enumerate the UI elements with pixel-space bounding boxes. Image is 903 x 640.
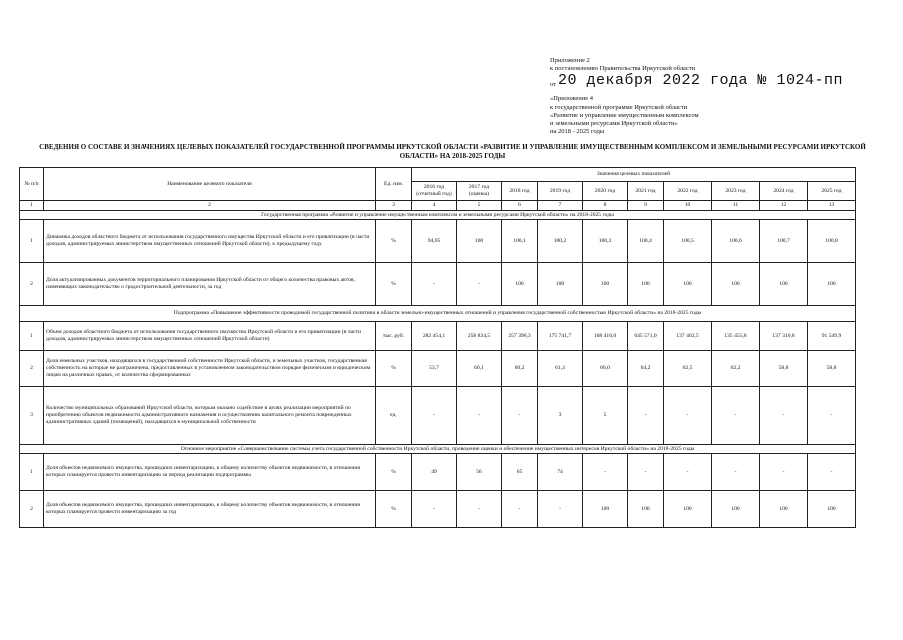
indicator-value: 61,3 [538, 351, 583, 387]
indicator-value: - [760, 387, 808, 445]
indicator-value: 56 [457, 454, 502, 491]
resolution-date-number: 20 декабря 2022 года № 1024-пп [558, 72, 844, 90]
table-row [20, 351, 856, 387]
header-year: 2020 год [583, 182, 628, 201]
column-number: 9 [628, 201, 664, 211]
indicator-name: Доля земельных участков, находящихся в государственной собственности Иркутской области, и земельных участков, государственная собственность на которые не разграничена, предоставленных в установленном законодательством порядке физическим и юридическим лицам на различных правах, от количества сформированных [44, 351, 376, 387]
indicator-value: 100 [664, 263, 712, 306]
column-number: 4 [412, 201, 457, 211]
indicator-value: 64,2 [628, 351, 664, 387]
indicator-value: 100,2 [538, 220, 583, 263]
date-prefix: от [550, 81, 557, 89]
indicator-value: 100,5 [664, 220, 712, 263]
indicator-value: 74 [538, 454, 583, 491]
header-year: 2016 год (отчетный год) [412, 182, 457, 201]
indicator-value: - [502, 387, 538, 445]
indicator-value: 100,3 [583, 220, 628, 263]
appendix-quote-line: и земельными ресурсами Иркутской области» [550, 120, 678, 128]
table-row [20, 491, 856, 528]
indicator-value: 94,05 [412, 220, 457, 263]
indicator-value: - [712, 387, 760, 445]
indicator-value: 60,2 [502, 351, 538, 387]
appendix-quote-line: «Приложение 4 [550, 95, 594, 103]
indicator-value: 100 [808, 491, 856, 528]
section-row [20, 306, 856, 322]
indicator-value: 100 [538, 263, 583, 306]
indicator-value: 49 [412, 454, 457, 491]
header-year: 2019 год [538, 182, 583, 201]
indicator-value: 62,5 [664, 351, 712, 387]
indicator-unit: % [376, 351, 412, 387]
indicator-value: 100 [457, 220, 502, 263]
indicator-value: 100 [628, 263, 664, 306]
indicator-unit: ед. [376, 387, 412, 445]
indicator-value: - [502, 491, 538, 528]
indicator-value: 53,7 [412, 351, 457, 387]
appendix-quote-line: на 2018 - 2025 годы [550, 128, 605, 136]
indicator-unit: тыс. руб. [376, 322, 412, 351]
header-name: Наименование целевого показателя [44, 168, 376, 201]
indicator-name: Динамика доходов областного бюджета от использования государственного имущества Иркутской области и его приватизации (в части доходов, администрируемых министерством имущественных отношений Иркутской области), к предыдущему году [44, 220, 376, 263]
indicator-value: 100 [712, 491, 760, 528]
indicator-value: 100,7 [760, 220, 808, 263]
indicator-value: 65 [502, 454, 538, 491]
indicator-value: 168 416,0 [583, 322, 628, 351]
indicator-unit: % [376, 491, 412, 528]
column-number: 10 [664, 201, 712, 211]
indicator-value: 100,1 [502, 220, 538, 263]
indicator-value: 5 [583, 387, 628, 445]
indicators-table [19, 167, 856, 528]
appendix-line: Приложение 2 [550, 57, 590, 64]
indicator-value: 91 549,9 [808, 322, 856, 351]
header-year: 2024 год [760, 182, 808, 201]
indicator-value: 100 [760, 263, 808, 306]
section-title: Основное мероприятие «Совершенствование системы учета государственной собственности Иркутской области, проведение оценки и обеспечение имущественных интересов Иркутской области» на 2018-2025 годы [20, 445, 856, 454]
row-number: 2 [20, 263, 44, 306]
indicator-value: 100 [628, 491, 664, 528]
column-number: 3 [376, 201, 412, 211]
indicator-value: 282 454,1 [412, 322, 457, 351]
indicator-value: 58,8 [808, 351, 856, 387]
indicator-value: 645 571,0 [628, 322, 664, 351]
indicator-value: 137 310,8 [760, 322, 808, 351]
column-number: 2 [44, 201, 376, 211]
column-number: 13 [808, 201, 856, 211]
row-number: 3 [20, 387, 44, 445]
column-number: 12 [760, 201, 808, 211]
indicator-value: - [412, 491, 457, 528]
indicator-value: - [664, 454, 712, 491]
column-number: 1 [20, 201, 44, 211]
appendix-quote-line: «Развитие и управление имущественным комплексом [550, 111, 699, 119]
indicator-value: - [538, 491, 583, 528]
table-row [20, 454, 856, 491]
document-title: СВЕДЕНИЯ О СОСТАВЕ И ЗНАЧЕНИЯХ ЦЕЛЕВЫХ ПОКАЗАТЕЛЕЙ ГОСУДАРСТВЕННОЙ ПРОГРАММЫ ИРКУТСКОЙ ОБЛАСТИ «РАЗВИТИЕ И УПРАВЛЕНИЕ ИМУЩЕСТВЕННЫМ КОМПЛЕКСОМ И ЗЕМЕЛЬНЫМИ РЕСУРСАМИ ИРКУТСКОЙ ОБЛАСТИ» НА 2018-2025 ГОДЫ [39, 143, 866, 160]
indicator-value: - [412, 263, 457, 306]
table-row [20, 322, 856, 351]
indicator-name: Доля объектов недвижимого имущества, прошедших инвентаризацию, к общему количеству объектов недвижимости, в отношении которых планируется провести инвентаризацию за период реализации подпрограммы [44, 454, 376, 491]
indicator-unit: % [376, 263, 412, 306]
indicator-value: 100,4 [628, 220, 664, 263]
section-title: Подпрограмма «Повышение эффективности проводимой государственной политики в области земельно-имущественных отношений и управления государственной собственностью Иркутской области» на 2018-2025 годы [20, 306, 856, 322]
resolution-date-line [550, 73, 843, 89]
indicator-value: 100 [583, 491, 628, 528]
indicator-value: - [808, 387, 856, 445]
row-number: 1 [20, 220, 44, 263]
indicator-value: 257 396,3 [502, 322, 538, 351]
indicator-value: 100 [502, 263, 538, 306]
indicator-value: 100 [808, 263, 856, 306]
header-year: 2023 год [712, 182, 760, 201]
indicator-value: 58,8 [760, 351, 808, 387]
indicator-value: - [808, 454, 856, 491]
column-number: 5 [457, 201, 502, 211]
appendix-block [550, 57, 843, 136]
indicator-name: Доля актуализированных документов территориального планирования Иркутской области от общего количества правовых актов, изменяющих законодательство о градостроительной деятельности, за год [44, 263, 376, 306]
header-year: 2021 год [628, 182, 664, 201]
header-num: № п/п [20, 168, 44, 201]
indicator-name: Доля объектов недвижимого имущества, прошедших инвентаризацию, к общему количеству объектов недвижимости, в отношении которых планируется провести инвентаризацию за год [44, 491, 376, 528]
indicator-name: Количество муниципальных образований Иркутской области, которым оказано содействие в целях реализации мероприятий по приобретению объектов недвижимости административного назначения и осуществлению капитального ремонта поврежденных административных зданий (помещений), находящихся в муниципальной собственности [44, 387, 376, 445]
section-row [20, 211, 856, 220]
indicator-value: 100,8 [808, 220, 856, 263]
indicator-value: 135 455,8 [712, 322, 760, 351]
row-number: 2 [20, 491, 44, 528]
indicator-value: - [628, 387, 664, 445]
table-row [20, 263, 856, 306]
indicator-unit: % [376, 454, 412, 491]
header-year: 2018 год [502, 182, 538, 201]
row-number: 1 [20, 322, 44, 351]
indicator-value: 60,1 [457, 351, 502, 387]
indicator-value: - [583, 454, 628, 491]
table-row [20, 387, 856, 445]
indicator-value: - [712, 454, 760, 491]
indicator-name: Объем доходов областного бюджета от использования государственного имущества Иркутской области и его приватизации (в части доходов, администрируемых министерством имущественных отношений Иркутской области) [44, 322, 376, 351]
indicator-value: - [457, 387, 502, 445]
appendix-line: к постановлению Правительства Иркутской области [550, 65, 696, 73]
row-number: 1 [20, 454, 44, 491]
header-values-group: Значения целевых показателей [412, 168, 856, 182]
indicator-value: 137 402,5 [664, 322, 712, 351]
indicator-value: - [457, 491, 502, 528]
indicator-value: 100 [664, 491, 712, 528]
indicator-unit: % [376, 220, 412, 263]
indicator-value: - [628, 454, 664, 491]
column-number: 8 [583, 201, 628, 211]
row-number: 2 [20, 351, 44, 387]
table-row [20, 220, 856, 263]
appendix-quote-line: к государственной программе Иркутской области [550, 103, 688, 111]
indicator-value: - [412, 387, 457, 445]
indicator-value: - [760, 454, 808, 491]
section-row [20, 445, 856, 454]
header-year: 2017 год (оценка) [457, 182, 502, 201]
indicator-value: 62,2 [712, 351, 760, 387]
indicator-value: 66,0 [583, 351, 628, 387]
indicator-value: 3 [538, 387, 583, 445]
header-unit: Ед. изм. [376, 168, 412, 201]
indicator-value: 258 834,5 [457, 322, 502, 351]
column-number: 7 [538, 201, 583, 211]
column-number: 11 [712, 201, 760, 211]
indicator-value: 100 [712, 263, 760, 306]
indicator-value: 175 741,7 [538, 322, 583, 351]
header-year: 2025 год [808, 182, 856, 201]
indicator-value: 100 [583, 263, 628, 306]
header-year: 2022 год [664, 182, 712, 201]
indicator-value: - [457, 263, 502, 306]
column-number: 6 [502, 201, 538, 211]
section-title: Государственная программа «Развитие и управление имущественным комплексом и земельными ресурсами Иркутской области» на 2018-2025 годы [20, 211, 856, 220]
indicator-value: - [664, 387, 712, 445]
indicator-value: 100 [760, 491, 808, 528]
indicator-value: 100,6 [712, 220, 760, 263]
